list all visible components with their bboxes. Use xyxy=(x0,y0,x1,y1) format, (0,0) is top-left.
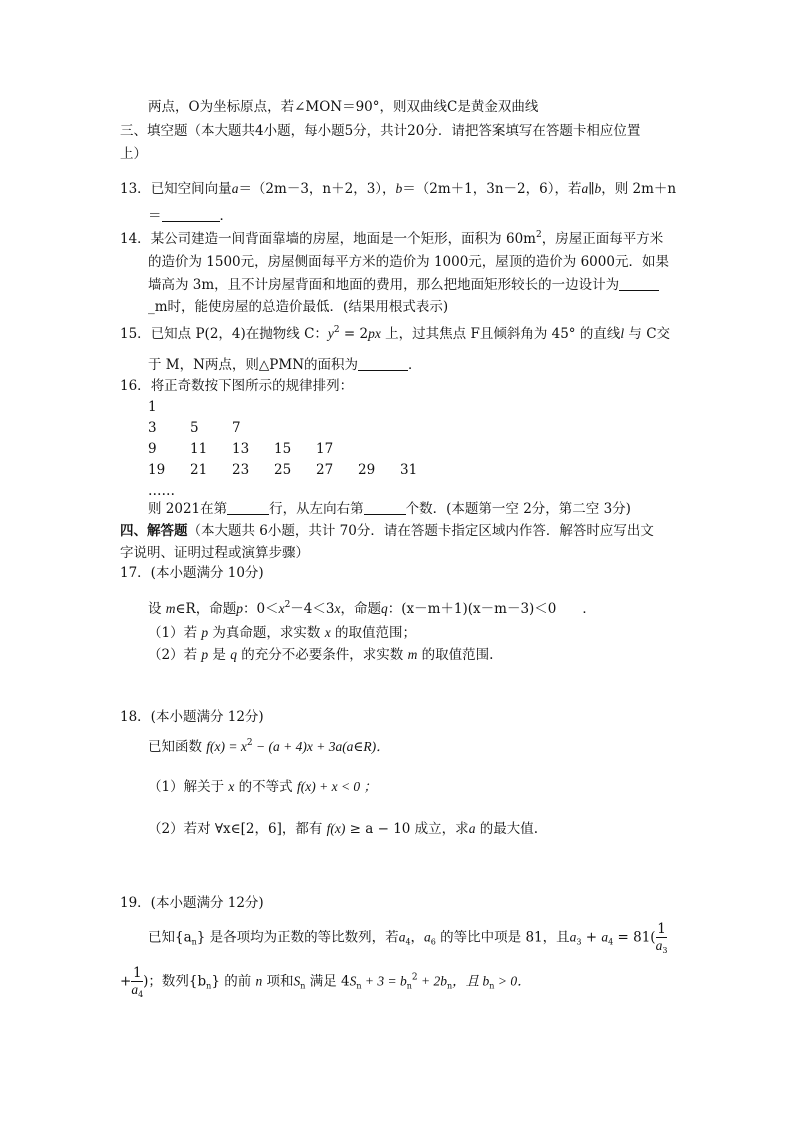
question-13 xyxy=(120,180,676,198)
q13-vec-b-value: ＝（2m＋1，3n－2，6），若 xyxy=(402,181,582,197)
q14-line-3: 墙高为 3m，且不计房屋背面和地面的费用，那么把地面矩形较长的一边设计为 xyxy=(148,277,620,293)
q19-sub-4-b: 4 xyxy=(608,937,614,947)
var-x: x xyxy=(278,601,285,616)
q15-answer-blank[interactable] xyxy=(358,356,408,371)
triangle-cell: 23 xyxy=(232,462,250,478)
den-sub-4: 4 xyxy=(138,990,144,999)
question-16 xyxy=(120,377,353,395)
q19-line-1 xyxy=(148,922,667,954)
var-m-s2: m xyxy=(407,647,418,662)
term-a6: a xyxy=(424,929,431,945)
q19-l2-d: 项和 xyxy=(262,973,294,990)
var-n: n xyxy=(255,973,263,989)
q16-text-a: 则 2021在第 xyxy=(148,501,228,517)
func-f-s2: f(x) xyxy=(326,821,346,836)
q19-l2-c: } 的前 xyxy=(211,973,256,990)
var-x-q18: x xyxy=(228,779,235,794)
q18-s2-a: （2）若对 ∀x∈[2，6]，都有 xyxy=(148,821,327,837)
vector-b-ref: b xyxy=(594,181,602,196)
q19-sub-6: 6 xyxy=(430,937,436,947)
var-px: px xyxy=(368,326,381,341)
q18-s2-c: 的最大值. xyxy=(475,821,539,837)
fraction-denominator-2 xyxy=(131,982,143,998)
var-q: q xyxy=(380,601,388,616)
q18-text-b: = x xyxy=(225,739,247,754)
q19-l2-i: > 0． xyxy=(494,973,531,989)
q15-number: 15． xyxy=(120,326,151,342)
triangle-cell: 7 xyxy=(232,420,241,436)
section-3-desc: （本大题共4小题，每小题5分，共计20分．请把答案填写在答题卡相应位置 xyxy=(187,123,641,139)
triangle-cell: 31 xyxy=(400,462,418,478)
q17-s2-d: 的取值范围. xyxy=(417,647,494,663)
var-x-2: x xyxy=(334,601,341,616)
q15-line-2: 于 M，N两点，则△PMN的面积为 xyxy=(148,357,359,373)
q19-bn-square: 2 xyxy=(411,972,418,983)
triangle-cell: 11 xyxy=(190,441,208,457)
q19-sub-3: 3 xyxy=(576,937,582,947)
q19-bn-sub: n xyxy=(406,981,412,991)
triangle-cell: 13 xyxy=(232,441,250,457)
q19-text-c: ， xyxy=(410,929,425,946)
q18-s1-c: + x < 0 ； xyxy=(315,779,378,794)
q14-line-1: 某公司建造一间背面靠墙的房屋，地面是一个矩形，面积为 60m xyxy=(150,231,536,247)
q15-period: ． xyxy=(408,357,422,373)
section-3-title: 三、填空题 xyxy=(120,123,188,139)
var-p: p xyxy=(236,601,243,616)
section-4-desc: （本大题共 6小题，共计 70分．请在答题卡指定区域内作答．解答时应写出文 xyxy=(187,523,654,539)
section-4-heading xyxy=(120,522,654,540)
q15-square: 2 xyxy=(333,325,340,335)
q13-answer-line xyxy=(148,207,233,225)
triangle-cell: 25 xyxy=(274,462,292,478)
parallel-symbol: ∥ xyxy=(588,181,595,197)
func-f: f(x) xyxy=(206,739,226,754)
triangle-cell: 21 xyxy=(190,462,208,478)
q19-l2-e: 满足 4 xyxy=(305,973,350,990)
q17-s2-b: 是 xyxy=(208,647,231,663)
vector-a-ref: a xyxy=(581,181,589,196)
q16-text-b: 行，从左向右第 xyxy=(269,501,364,517)
triangle-cell: 1 xyxy=(148,399,157,415)
fraction-denominator xyxy=(656,938,668,954)
triangle-cell: 29 xyxy=(358,462,376,478)
q19-bn-sub-3: n xyxy=(489,981,495,991)
var-a-q18: a xyxy=(468,821,476,836)
q14-answer-blank[interactable] xyxy=(619,276,659,291)
q17-square: 2 xyxy=(284,600,291,610)
q17-sub-1 xyxy=(148,624,416,642)
q14-line-2: 的造价为 1500元，房屋侧面每平方米的造价为 1000元，屋顶的造价为 6000元．如果 xyxy=(148,254,669,270)
q19-text-a: 已知{a xyxy=(148,929,192,946)
section-3-heading xyxy=(120,122,640,140)
q13-period: ． xyxy=(219,208,233,224)
q17-s2-c: 的充分不必要条件，求实数 xyxy=(236,647,408,663)
q14-line-1b: ，房屋正面每平方米 xyxy=(541,231,664,247)
func-f-s1: f(x) xyxy=(296,779,316,794)
ellipsis: …… xyxy=(148,483,175,499)
fraction-1-over-a4 xyxy=(131,966,143,998)
q16-number: 16． xyxy=(120,378,151,394)
q17-text-c: ：0＜ xyxy=(242,601,279,617)
vector-a: a xyxy=(231,181,239,196)
q19-bn-sub-2: n xyxy=(447,981,453,991)
q19-text-b: } 是各项均为正数的等比数列，若 xyxy=(196,929,399,946)
q17-text-a: 设 xyxy=(148,601,166,617)
triangle-cell: 9 xyxy=(148,441,157,457)
q19-Sn-sub: n xyxy=(300,981,306,991)
q15-text-b: 上，过其焦点 F且倾斜角为 45° 的直线 xyxy=(380,326,621,342)
q18-sub-2 xyxy=(148,820,538,838)
q16-question-line xyxy=(148,500,631,518)
q17-s1-c: 的取值范围； xyxy=(330,625,417,641)
term-a3: a xyxy=(569,929,577,945)
q13-number: 13． xyxy=(120,181,151,197)
section-4-desc-cont: 字说明、证明过程或演算步骤） xyxy=(120,545,309,561)
section-3-desc-cont: 上） xyxy=(120,146,147,162)
q18-s1-b: 的不等式 xyxy=(234,779,297,795)
question-14 xyxy=(120,230,663,248)
q17-s1-b: 为真命题，求实数 xyxy=(208,625,325,641)
den-a: a xyxy=(655,938,663,953)
q16-text-c: 个数．(本题第一空 2分，第二空 3分) xyxy=(405,501,631,517)
q14-superscript: 2 xyxy=(535,230,542,240)
fraction-numerator-2: 1 xyxy=(132,965,142,981)
q17-premise xyxy=(148,600,596,618)
q17-text-d: －4＜3 xyxy=(290,601,335,617)
den-a-2: a xyxy=(131,982,139,997)
q19-line-2 xyxy=(120,966,531,998)
q19-l2-h: ，且 b xyxy=(452,973,490,989)
q17-sub-2 xyxy=(148,646,493,664)
q19-Sn-sub-2: n xyxy=(356,981,362,991)
triangle-cell: 27 xyxy=(316,462,334,478)
q18-s2-b: ≥ a − 10 成立，求 xyxy=(345,821,469,837)
triangle-cell: 5 xyxy=(190,420,199,436)
q13-text: 已知空间向量 xyxy=(150,181,232,197)
q19-plus: + xyxy=(581,929,602,946)
q18-heading: 18．(本小题满分 12分) xyxy=(120,709,264,725)
q18-square: 2 xyxy=(246,738,253,748)
term-Sn-2: S xyxy=(349,973,357,989)
den-sub-3: 3 xyxy=(662,946,668,955)
q18-sub-1 xyxy=(148,778,377,796)
q19-text-d: 的等比中项是 81，且 xyxy=(435,929,570,946)
q13-vec-a-value: ＝（2m－3，n＋2，3）， xyxy=(238,181,396,197)
var-p-s1: p xyxy=(201,625,209,640)
term-Sn: S xyxy=(293,973,301,989)
triangle-cell: 15 xyxy=(274,441,292,457)
var-m: m xyxy=(165,601,176,616)
q17-text-e: ，命题 xyxy=(340,601,381,617)
q19-text-e: = 81( xyxy=(613,929,656,946)
section-4-title: 四、解答题 xyxy=(120,523,188,539)
q19-l2-sub-n: n xyxy=(206,981,212,991)
q18-premise xyxy=(148,738,390,756)
var-y: y xyxy=(327,326,334,341)
vector-b: b xyxy=(395,181,403,196)
triangle-cell: 17 xyxy=(316,441,334,457)
q15-text-c: 与 C交 xyxy=(624,326,671,342)
q16-col-blank[interactable] xyxy=(364,500,406,515)
q13-answer-blank[interactable] xyxy=(162,207,220,222)
var-x-s1: x xyxy=(324,625,331,640)
q19-heading: 19．(本小题满分 12分) xyxy=(120,895,264,911)
q17-text-f: ：(x－m＋1)(x－m－3)＜0 xyxy=(387,601,557,617)
q17-text-g: ． xyxy=(582,601,596,617)
q19-sub-4: 4 xyxy=(405,937,411,947)
q18-s1-a: （1）解关于 xyxy=(148,779,229,795)
fraction-numerator: 1 xyxy=(657,921,666,937)
q18-text-a: 已知函数 xyxy=(148,739,207,755)
q19-l2-f: + 3 = b xyxy=(361,973,407,989)
q14-number: 14． xyxy=(120,231,151,247)
q16-row-blank[interactable] xyxy=(227,500,269,515)
q19-l2-g: + 2b xyxy=(417,973,448,989)
q17-heading: 17．(本小题满分 10分) xyxy=(120,565,264,581)
triangle-cell: 3 xyxy=(148,420,157,436)
term-a4: a xyxy=(398,929,406,945)
q13-equals: ＝ xyxy=(148,208,162,224)
q15-line-2-row xyxy=(148,356,422,374)
q19-sub-n: n xyxy=(191,937,197,947)
q17-s1-a: （1）若 xyxy=(148,625,202,641)
fraction-1-over-a3 xyxy=(656,922,668,954)
question-15 xyxy=(120,325,670,343)
q17-text-b: ∈R，命题 xyxy=(175,601,237,617)
q15-eq: = 2 xyxy=(339,326,369,342)
q14-line-3-row xyxy=(148,276,659,294)
q17-s2-a: （2）若 xyxy=(148,647,202,663)
var-q-s2: q xyxy=(230,647,237,662)
q15-text-a: 已知点 P(2，4)在抛物线 C： xyxy=(150,326,328,342)
q19-l2-plus: + xyxy=(120,973,132,990)
q18-text-c: − (a + 4)x + 3a(a∈R)． xyxy=(252,739,390,754)
var-l: l xyxy=(620,326,625,341)
q19-l2-b: )；数列{b xyxy=(143,973,207,990)
q14-line-4: _m时，能使房屋的总造价最低．(结果用根式表示) xyxy=(148,299,449,315)
var-p-s2: p xyxy=(201,647,209,662)
q13-text-end: ，则 2m＋n xyxy=(601,181,677,197)
q16-intro: 将正奇数按下图所示的规律排列： xyxy=(150,378,354,394)
continuation-line: 两点，O为坐标原点，若∠MON＝90°，则双曲线C是黄金双曲线 xyxy=(148,99,539,115)
term-a4-b: a xyxy=(601,929,609,945)
triangle-cell: 19 xyxy=(148,462,166,478)
